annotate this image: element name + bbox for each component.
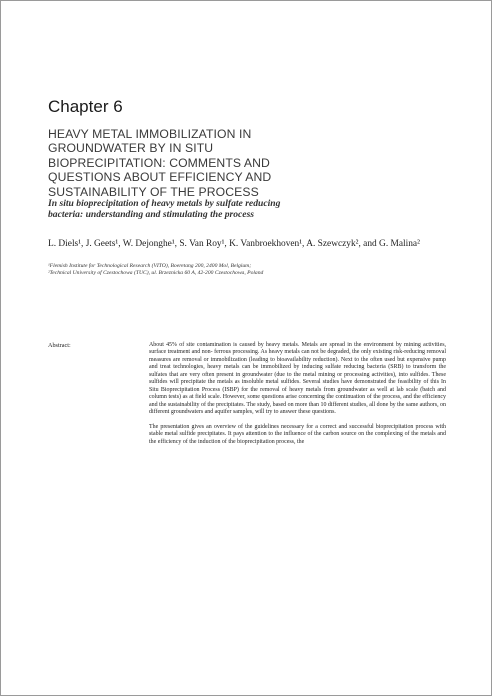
affiliation-1: ¹Flemish Institute for Technological Research (VITO), Boeretang 200, 2400 Mol, Belgium;: [48, 263, 252, 269]
affiliation-2: ²Technical University of Czestochowa (TUC), ul. Brzeznicka 60 A, 42-200 Czestochowa, Poland: [48, 270, 264, 277]
author-list: L. Diels¹, J. Geets¹, W. Dejonghe¹, S. Van Roy¹, K. Vanbroekhoven¹, A. Szewczyk², and G. Malina²: [48, 239, 420, 249]
chapter-title: HEAVY METAL IMMOBILIZATION IN GROUNDWATER BY IN SITU BIOPRECIPITATION: COMMENTS AND QUESTIONS ABOUT EFFICIENCY AND SUSTAINABILITY OF THE PROCESS: [48, 127, 272, 199]
abstract-body: [149, 342, 446, 454]
abstract-paragraph-1: About 45% of site contamination is caused by heavy metals. Metals are spread in the environment by mining activities, surface treatment and non- ferrous processing. As heavy metals can not be degraded, the only existing risk-reducing removal measures are removal or immobilization (leading to bioavailability reduction). Next to the often used but expensive pump and treat technologies, heavy metals can be immobilized by inducing sulfate reducing bacteria (SRB) to transform the sulfates that are very often present in groundwater (due to the metal mining or processing activities), into sulfides. These sulfides will precipitate the metals as insoluble metal sulfides. Several studies have demonstrated the feasibility of this In Situ Bioprecipitation Process (ISBP) for the removal of heavy metals from groundwater as well at lab scale (batch and column tests) as at field scale. However, some questions arise concerning the continuation of the process, and the efficiency and the sustainability of the precipitates. The study, based on more than 10 different studies, all done by the same authors, on different groundwaters and aquifer samples, will try to answer these questions.: [149, 342, 446, 416]
abstract-paragraph-2: The presentation gives an overview of the guidelines necessary for a correct and successful bioprecipitation process with stable metal sulfide precipitates. It pays attention to the influence of the carbon source on the complexing of the metals and the efficiency of the induction of the bioprecipitation process, the: [149, 424, 446, 445]
chapter-label: Chapter 6: [48, 97, 123, 116]
affiliations: [48, 263, 446, 277]
chapter-subtitle: In situ bioprecipitation of heavy metals by sulfate reducing bacteria: understanding and stimulating the process: [48, 198, 281, 221]
abstract-label: Abstract:: [48, 342, 71, 349]
